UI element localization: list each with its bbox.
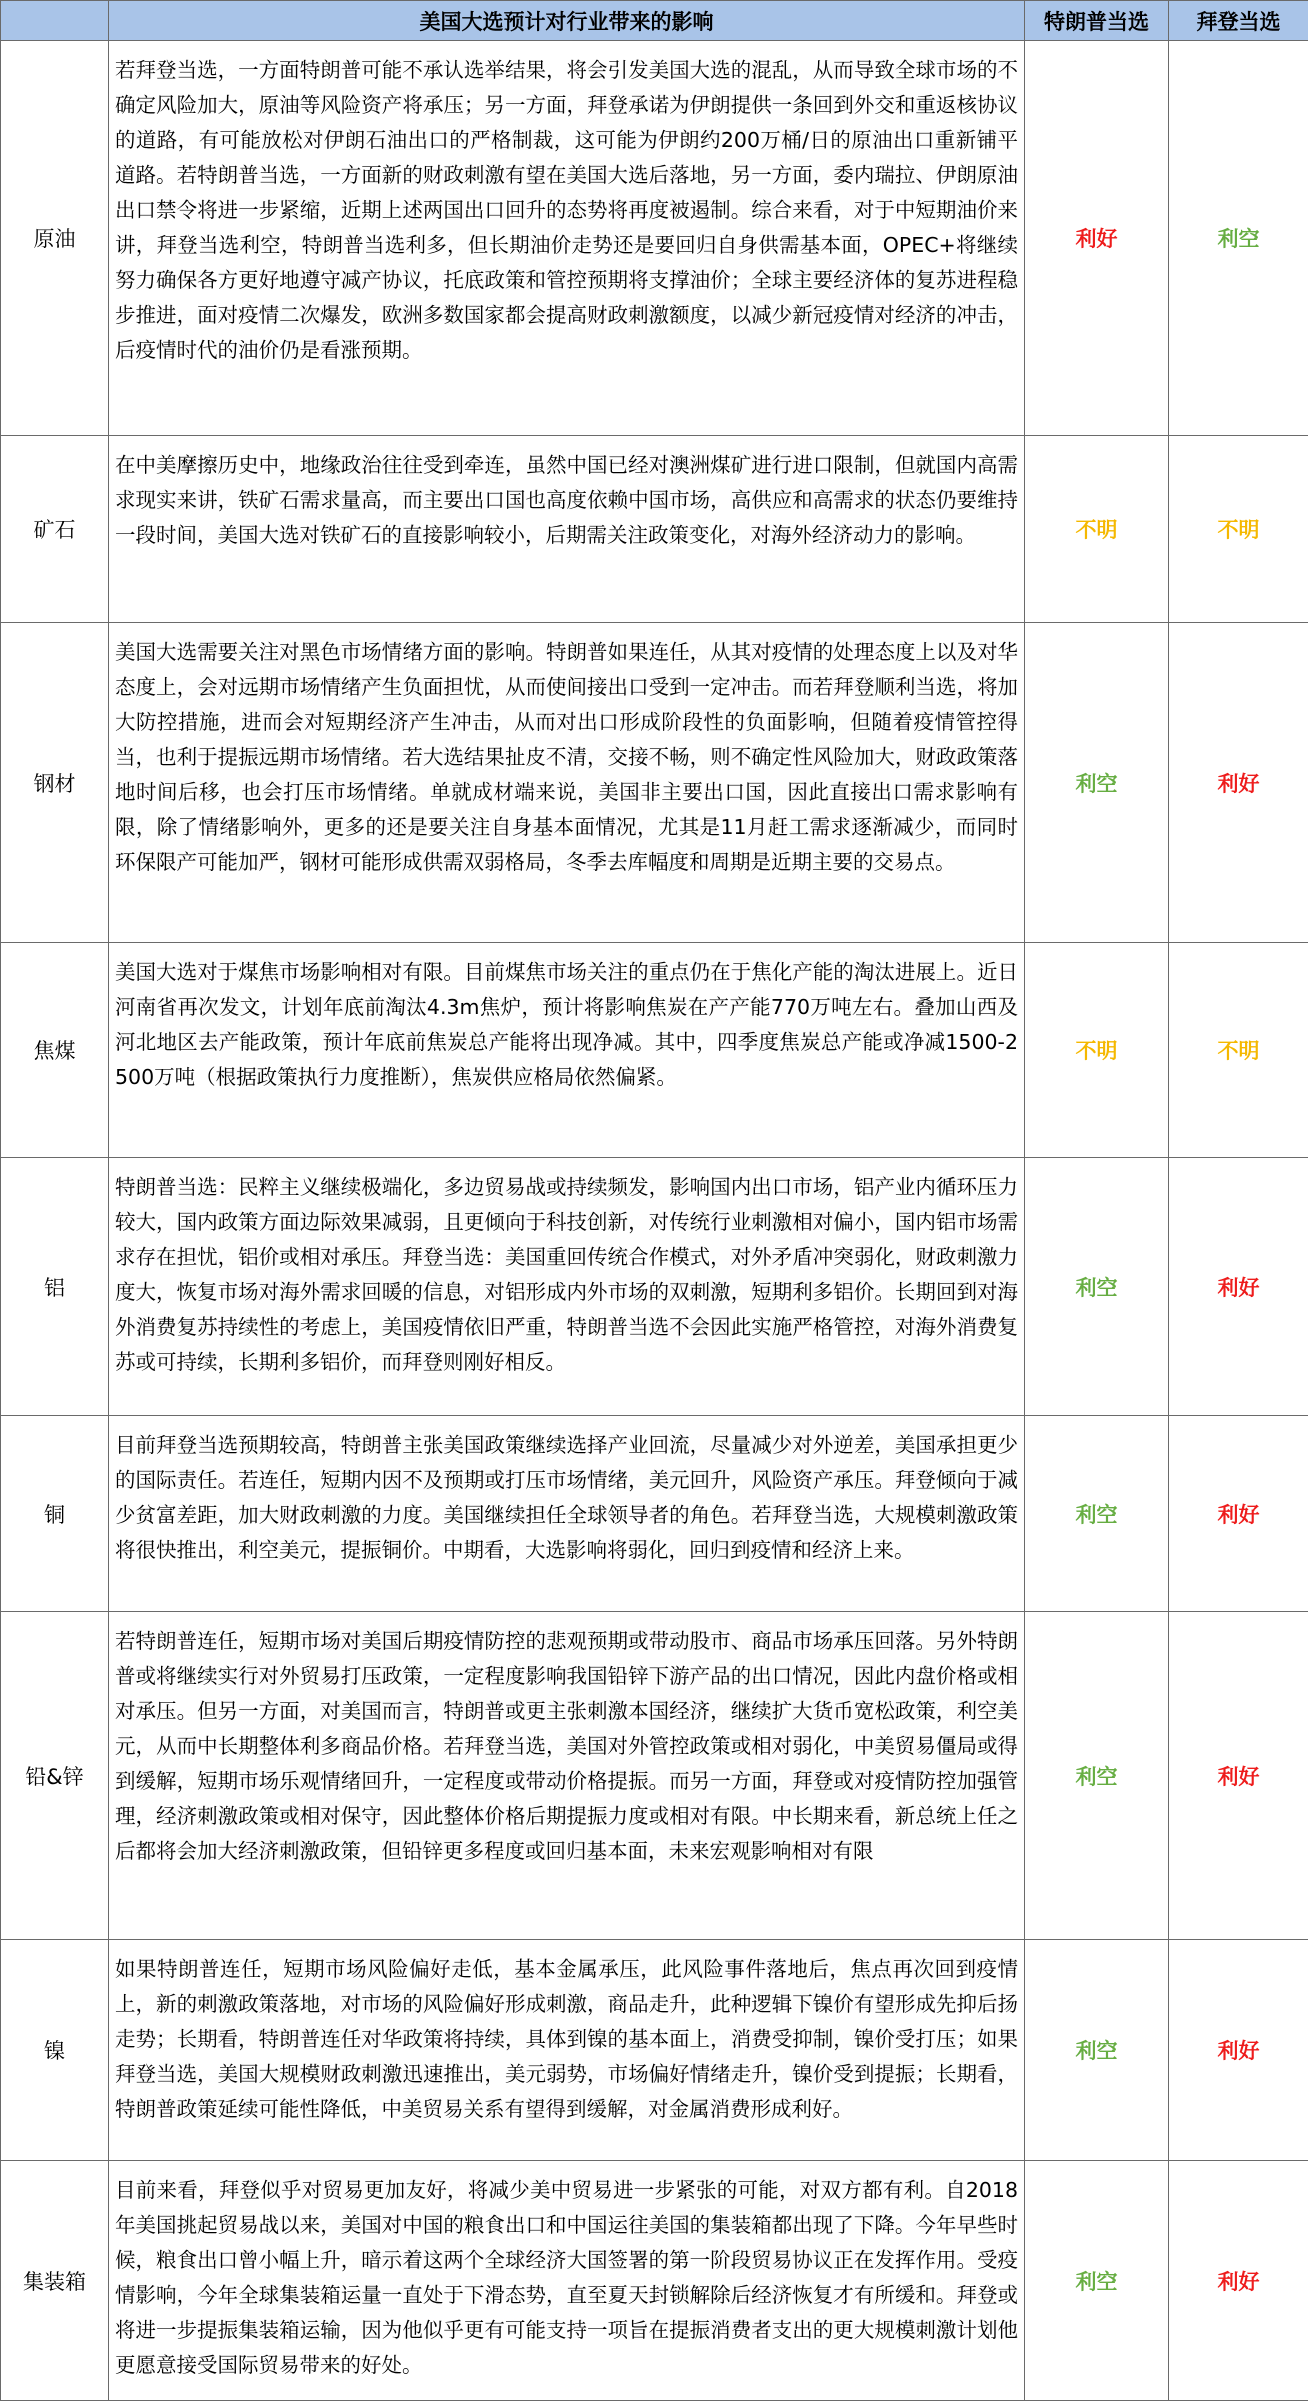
biden-impact: 利好 <box>1169 623 1308 943</box>
trump-impact: 不明 <box>1025 436 1169 623</box>
industry-cell: 集装箱 <box>1 2161 109 2401</box>
biden-impact: 不明 <box>1169 943 1308 1158</box>
table-row <box>1 2161 1308 2401</box>
table-row <box>1 1612 1308 1940</box>
table-row <box>1 1940 1308 2161</box>
industry-cell: 铝 <box>1 1158 109 1416</box>
trump-impact: 利空 <box>1025 623 1169 943</box>
trump-impact: 利空 <box>1025 1940 1169 2161</box>
trump-impact: 利空 <box>1025 1158 1169 1416</box>
description-cell: 若拜登当选，一方面特朗普可能不承认选举结果，将会引发美国大选的混乱，从而导致全球市场的不确定风险加大，原油等风险资产将承压；另一方面，拜登承诺为伊朗提供一条回到外交和重返核协议的道路，有可能放松对伊朗石油出口的严格制裁，这可能为伊朗约200万桶/日的原油出口重新铺平道路。若特朗普当选，一方面新的财政刺激有望在美国大选后落地，另一方面，委内瑞拉、伊朗原油出口禁令将进一步紧缩，近期上述两国出口回升的态势将再度被遏制。综合来看，对于中短期油价来讲，拜登当选利空，特朗普当选利多，但长期油价走势还是要回归自身供需基本面，OPEC+将继续努力确保各方更好地遵守减产协议，托底政策和管控预期将支撑油价；全球主要经济体的复苏进程稳步推进，面对疫情二次爆发，欧洲多数国家都会提高财政刺激额度，以减少新冠疫情对经济的冲击，后疫情时代的油价仍是看涨预期。 <box>109 41 1025 436</box>
biden-impact: 利好 <box>1169 1940 1308 2161</box>
industry-cell: 焦煤 <box>1 943 109 1158</box>
table-row <box>1 623 1308 943</box>
biden-impact: 不明 <box>1169 436 1308 623</box>
trump-impact: 利空 <box>1025 2161 1169 2401</box>
header-industry <box>1 1 109 41</box>
description-cell: 在中美摩擦历史中，地缘政治往往受到牵连，虽然中国已经对澳洲煤矿进行进口限制，但就国内高需求现实来讲，铁矿石需求量高，而主要出口国也高度依赖中国市场，高供应和高需求的状态仍要维持一段时间，美国大选对铁矿石的直接影响较小，后期需关注政策变化，对海外经济动力的影响。 <box>109 436 1025 623</box>
table-row <box>1 1416 1308 1612</box>
table-row <box>1 943 1308 1158</box>
table-row <box>1 436 1308 623</box>
header-trump: 特朗普当选 <box>1025 1 1169 41</box>
header-row <box>1 1 1308 41</box>
description-cell: 目前来看，拜登似乎对贸易更加友好，将减少美中贸易进一步紧张的可能，对双方都有利。自2018年美国挑起贸易战以来，美国对中国的粮食出口和中国运往美国的集装箱都出现了下降。今年早些时候，粮食出口曾小幅上升，暗示着这两个全球经济大国签署的第一阶段贸易协议正在发挥作用。受疫情影响，今年全球集装箱运量一直处于下滑态势，直至夏天封锁解除后经济恢复才有所缓和。拜登或将进一步提振集装箱运输，因为他似乎更有可能支持一项旨在提振消费者支出的更大规模刺激计划他更愿意接受国际贸易带来的好处。 <box>109 2161 1025 2401</box>
biden-impact: 利好 <box>1169 2161 1308 2401</box>
industry-cell: 铜 <box>1 1416 109 1612</box>
industry-cell: 原油 <box>1 41 109 436</box>
table-row <box>1 41 1308 436</box>
header-description: 美国大选预计对行业带来的影响 <box>109 1 1025 41</box>
trump-impact: 不明 <box>1025 943 1169 1158</box>
biden-impact: 利好 <box>1169 1158 1308 1416</box>
biden-impact: 利好 <box>1169 1612 1308 1940</box>
description-cell: 美国大选需要关注对黑色市场情绪方面的影响。特朗普如果连任，从其对疫情的处理态度上以及对华态度上，会对远期市场情绪产生负面担忧，从而使间接出口受到一定冲击。而若拜登顺利当选，将加大防控措施，进而会对短期经济产生冲击，从而对出口形成阶段性的负面影响，但随着疫情管控得当，也利于提振远期市场情绪。若大选结果扯皮不清，交接不畅，则不确定性风险加大，财政政策落地时间后移，也会打压市场情绪。单就成材端来说，美国非主要出口国，因此直接出口需求影响有限，除了情绪影响外，更多的还是要关注自身基本面情况，尤其是11月赶工需求逐渐减少，而同时环保限产可能加严，钢材可能形成供需双弱格局，冬季去库幅度和周期是近期主要的交易点。 <box>109 623 1025 943</box>
description-cell: 美国大选对于煤焦市场影响相对有限。目前煤焦市场关注的重点仍在于焦化产能的淘汰进展上。近日河南省再次发文，计划年底前淘汰4.3m焦炉，预计将影响焦炭在产产能770万吨左右。叠加山西及河北地区去产能政策，预计年底前焦炭总产能将出现净减。其中，四季度焦炭总产能或净减1500-2500万吨（根据政策执行力度推断），焦炭供应格局依然偏紧。 <box>109 943 1025 1158</box>
industry-cell: 矿石 <box>1 436 109 623</box>
header-biden: 拜登当选 <box>1169 1 1308 41</box>
description-cell: 如果特朗普连任，短期市场风险偏好走低，基本金属承压，此风险事件落地后，焦点再次回到疫情上，新的刺激政策落地，对市场的风险偏好形成刺激，商品走升，此种逻辑下镍价有望形成先抑后扬走势；长期看，特朗普连任对华政策将持续，具体到镍的基本面上，消费受抑制，镍价受打压；如果拜登当选，美国大规模财政刺激迅速推出，美元弱势，市场偏好情绪走升，镍价受到提振；长期看，特朗普政策延续可能性降低，中美贸易关系有望得到缓解，对金属消费形成利好。 <box>109 1940 1025 2161</box>
biden-impact: 利空 <box>1169 41 1308 436</box>
industry-cell: 钢材 <box>1 623 109 943</box>
description-cell: 目前拜登当选预期较高，特朗普主张美国政策继续选择产业回流，尽量减少对外逆差，美国承担更少的国际责任。若连任，短期内因不及预期或打压市场情绪，美元回升，风险资产承压。拜登倾向于减少贫富差距，加大财政刺激的力度。美国继续担任全球领导者的角色。若拜登当选，大规模刺激政策将很快推出，利空美元，提振铜价。中期看，大选影响将弱化，回归到疫情和经济上来。 <box>109 1416 1025 1612</box>
trump-impact: 利空 <box>1025 1416 1169 1612</box>
description-cell: 特朗普当选：民粹主义继续极端化，多边贸易战或持续频发，影响国内出口市场，铝产业内循环压力较大，国内政策方面边际效果减弱，且更倾向于科技创新，对传统行业刺激相对偏小，国内铝市场需求存在担忧，铝价或相对承压。拜登当选：美国重回传统合作模式，对外矛盾冲突弱化，财政刺激力度大，恢复市场对海外需求回暖的信息，对铝形成内外市场的双刺激，短期利多铝价。长期回到对海外消费复苏持续性的考虑上，美国疫情依旧严重，特朗普当选不会因此实施严格管控，对海外消费复苏或可持续，长期利多铝价，而拜登则刚好相反。 <box>109 1158 1025 1416</box>
trump-impact: 利好 <box>1025 41 1169 436</box>
description-cell: 若特朗普连任，短期市场对美国后期疫情防控的悲观预期或带动股市、商品市场承压回落。另外特朗普或将继续实行对外贸易打压政策，一定程度影响我国铅锌下游产品的出口情况，因此内盘价格或相对承压。但另一方面，对美国而言，特朗普或更主张刺激本国经济，继续扩大货币宽松政策，利空美元，从而中长期整体利多商品价格。若拜登当选，美国对外管控政策或相对弱化，中美贸易僵局或得到缓解，短期市场乐观情绪回升，一定程度或带动价格提振。而另一方面，拜登或对疫情防控加强管理，经济刺激政策或相对保守，因此整体价格后期提振力度或相对有限。中长期来看，新总统上任之后都将会加大经济刺激政策，但铅锌更多程度或回归基本面，未来宏观影响相对有限 <box>109 1612 1025 1940</box>
biden-impact: 利好 <box>1169 1416 1308 1612</box>
table-row <box>1 1158 1308 1416</box>
trump-impact: 利空 <box>1025 1612 1169 1940</box>
industry-cell: 镍 <box>1 1940 109 2161</box>
industry-cell: 铅&锌 <box>1 1612 109 1940</box>
